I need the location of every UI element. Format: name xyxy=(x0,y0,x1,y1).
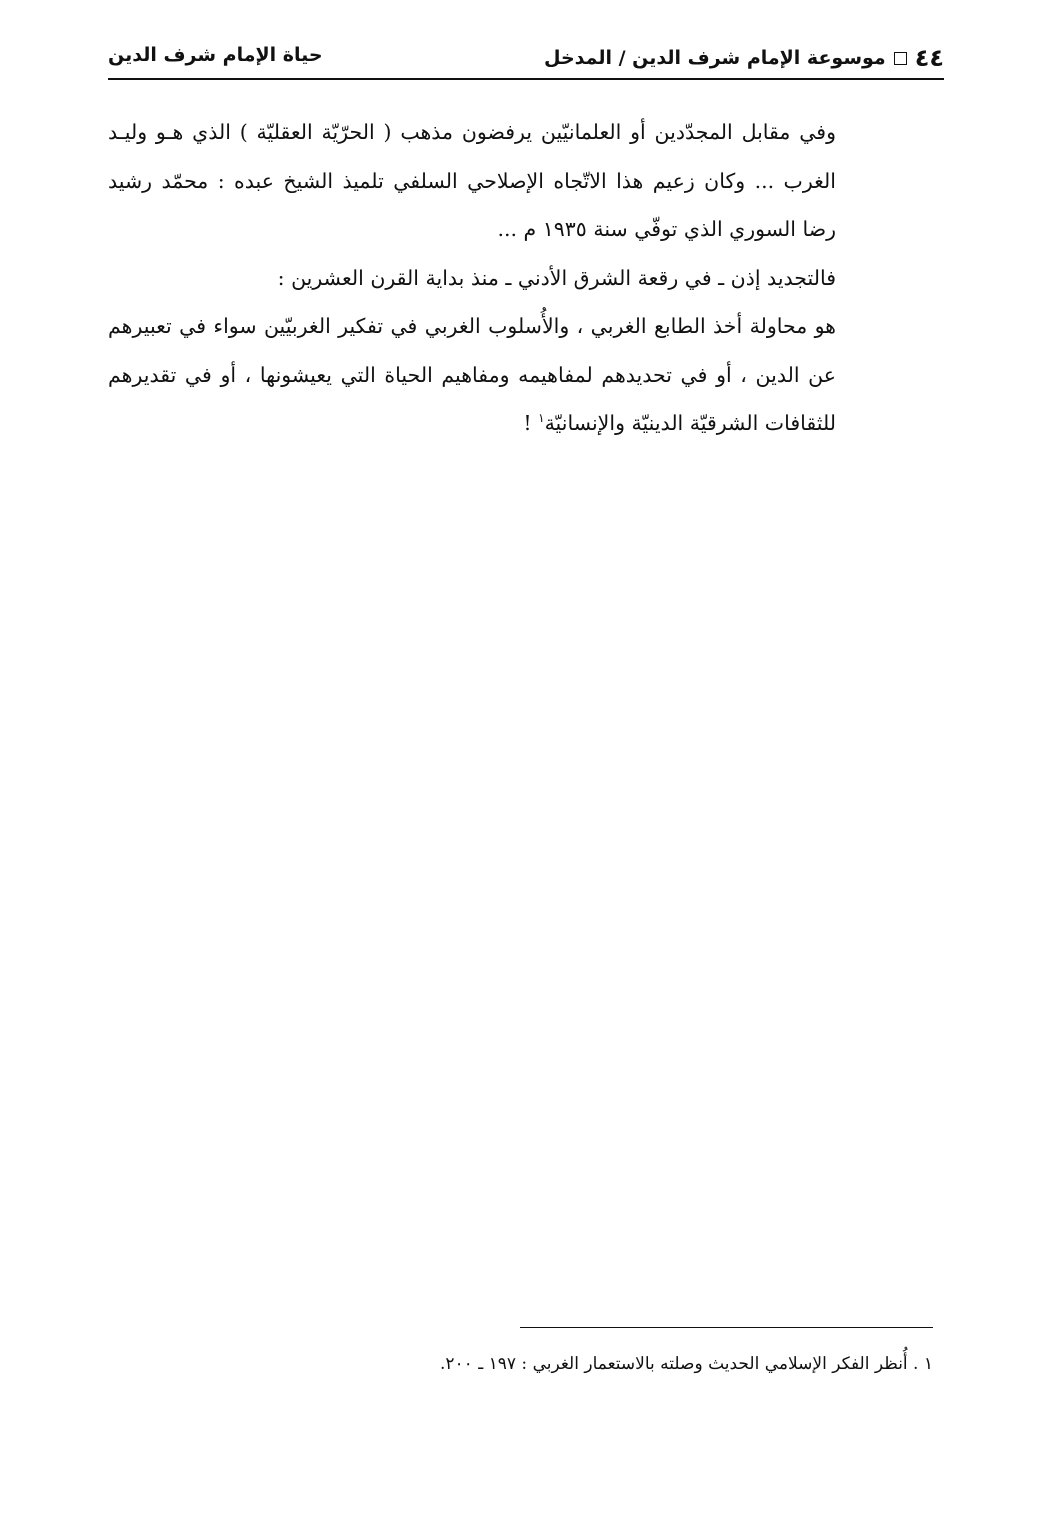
paragraph-3-text: هو محاولة أخذ الطابع الغربي ، والأُسلوب الغربي في تفكير الغربيّين سواء في تعبيرهم عن الدين ، أو في تحديدهم لمفاهيمه ومفاهيم الحياة التي يعيشونها ، أو في تقديرهم للثقافات الشرقيّة الدينيّة والإنسانيّة xyxy=(108,314,836,435)
page-header xyxy=(108,40,944,80)
paragraph-2: فالتجديد إذن ـ في رقعة الشرق الأدني ـ منذ بداية القرن العشرين : xyxy=(277,265,836,290)
book-title: موسوعة الإمام شرف الدين / المدخل xyxy=(543,47,886,69)
footnote-reference[interactable]: ١ xyxy=(538,411,545,426)
body-text xyxy=(108,108,836,448)
section-title: حياة الإمام شرف الدين xyxy=(108,44,323,66)
header-book-info xyxy=(544,44,944,72)
footnote: ١ . أُنظر الفكر الإسلامي الحديث وصلته بالاستعمار الغربي : ١٩٧ ـ ٢٠٠. xyxy=(440,1354,933,1374)
paragraph-3-end-mark: ! xyxy=(523,411,532,435)
footnote-separator xyxy=(520,1327,933,1328)
page-number: ٤٤ xyxy=(914,44,944,72)
square-icon xyxy=(894,52,907,65)
paragraph-3 xyxy=(108,302,836,448)
paragraph-1: وفي مقابل المجدّدين أو العلمانيّين يرفضون مذهب ( الحرّيّة العقليّة ) الذي هـو وليـد الغرب ... وكان زعيم هذا الاتّجاه الإصلاحي السلفي تلميذ الشيخ عبده : محمّد رشيد رضا السوري الذي توفّي سنة ١٩٣٥ م ... xyxy=(108,120,836,241)
